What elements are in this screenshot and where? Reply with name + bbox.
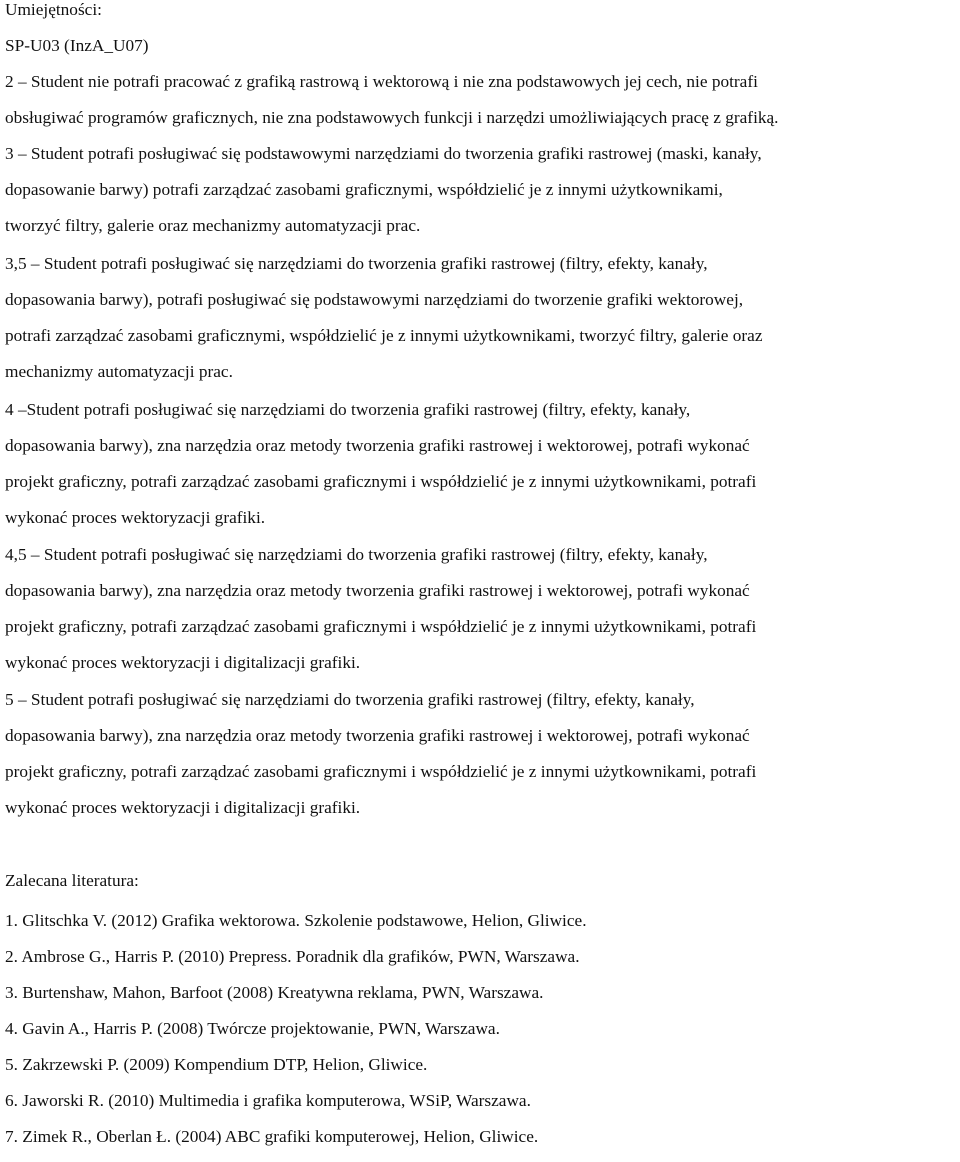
paragraph-line: dopasowania barwy), potrafi posługiwać się podstawowymi narzędziami do tworzenie grafiki wektorowej, (5, 290, 744, 309)
paragraph-line: 3 – Student potrafi posługiwać się podstawowymi narzędziami do tworzenia grafiki rastrowej (maski, kanały, (5, 144, 762, 163)
paragraph-line: tworzyć filtry, galerie oraz mechanizmy automatyzacji prac. (5, 216, 421, 235)
literature-item: 6. Jaworski R. (2010) Multimedia i grafika komputerowa, WSiP, Warszawa. (5, 1091, 531, 1110)
literature-item: 2. Ambrose G., Harris P. (2010) Prepress. Poradnik dla grafików, PWN, Warszawa. (5, 947, 580, 966)
paragraph-line: 3,5 – Student potrafi posługiwać się narzędziami do tworzenia grafiki rastrowej (filtry, efekty, kanały, (5, 254, 708, 273)
paragraph-line: 5 – Student potrafi posługiwać się narzędziami do tworzenia grafiki rastrowej (filtry, efekty, kanały, (5, 690, 695, 709)
literature-item: 4. Gavin A., Harris P. (2008) Twórcze projektowanie, PWN, Warszawa. (5, 1019, 500, 1038)
literature-heading: Zalecana literatura: (5, 871, 139, 890)
paragraph-line: dopasowania barwy), zna narzędzia oraz metody tworzenia grafiki rastrowej i wektorowej, potrafi wykonać (5, 726, 750, 745)
literature-item: 1. Glitschka V. (2012) Grafika wektorowa. Szkolenie podstawowe, Helion, Gliwice. (5, 911, 587, 930)
paragraph-line: potrafi zarządzać zasobami graficznymi, współdzielić je z innymi użytkownikami, tworzyć filtry, galerie oraz (5, 326, 763, 345)
skills-code: SP-U03 (InzA_U07) (5, 36, 149, 55)
paragraph-line: wykonać proces wektoryzacji i digitalizacji grafiki. (5, 798, 361, 817)
paragraph-line: dopasowania barwy), zna narzędzia oraz metody tworzenia grafiki rastrowej i wektorowej, potrafi wykonać (5, 436, 750, 455)
paragraph-line: dopasowania barwy), zna narzędzia oraz metody tworzenia grafiki rastrowej i wektorowej, potrafi wykonać (5, 581, 750, 600)
literature-item: 5. Zakrzewski P. (2009) Kompendium DTP, Helion, Gliwice. (5, 1055, 428, 1074)
literature-item: 3. Burtenshaw, Mahon, Barfoot (2008) Kreatywna reklama, PWN, Warszawa. (5, 983, 544, 1002)
skills-heading: Umiejętności: (5, 0, 102, 19)
paragraph-line: projekt graficzny, potrafi zarządzać zasobami graficznymi i współdzielić je z innymi użytkownikami, potrafi (5, 762, 757, 781)
paragraph-line: 4,5 – Student potrafi posługiwać się narzędziami do tworzenia grafiki rastrowej (filtry, efekty, kanały, (5, 545, 708, 564)
paragraph-line: mechanizmy automatyzacji prac. (5, 362, 233, 381)
paragraph-line: projekt graficzny, potrafi zarządzać zasobami graficznymi i współdzielić je z innymi użytkownikami, potrafi (5, 472, 757, 491)
paragraph-line: 4 –Student potrafi posługiwać się narzędziami do tworzenia grafiki rastrowej (filtry, efekty, kanały, (5, 400, 691, 419)
paragraph-line: wykonać proces wektoryzacji grafiki. (5, 508, 266, 527)
paragraph-line: 2 – Student nie potrafi pracować z grafiką rastrową i wektorową i nie zna podstawowych jej cech, nie potrafi (5, 72, 758, 91)
paragraph-line: wykonać proces wektoryzacji i digitalizacji grafiki. (5, 653, 361, 672)
paragraph-line: dopasowanie barwy) potrafi zarządzać zasobami graficznymi, współdzielić je z innymi użytkownikami, (5, 180, 723, 199)
literature-item: 7. Zimek R., Oberlan Ł. (2004) ABC grafiki komputerowej, Helion, Gliwice. (5, 1127, 539, 1146)
paragraph-line: projekt graficzny, potrafi zarządzać zasobami graficznymi i współdzielić je z innymi użytkownikami, potrafi (5, 617, 757, 636)
paragraph-line: obsługiwać programów graficznych, nie zna podstawowych funkcji i narzędzi umożliwiających pracę z grafiką. (5, 108, 779, 127)
